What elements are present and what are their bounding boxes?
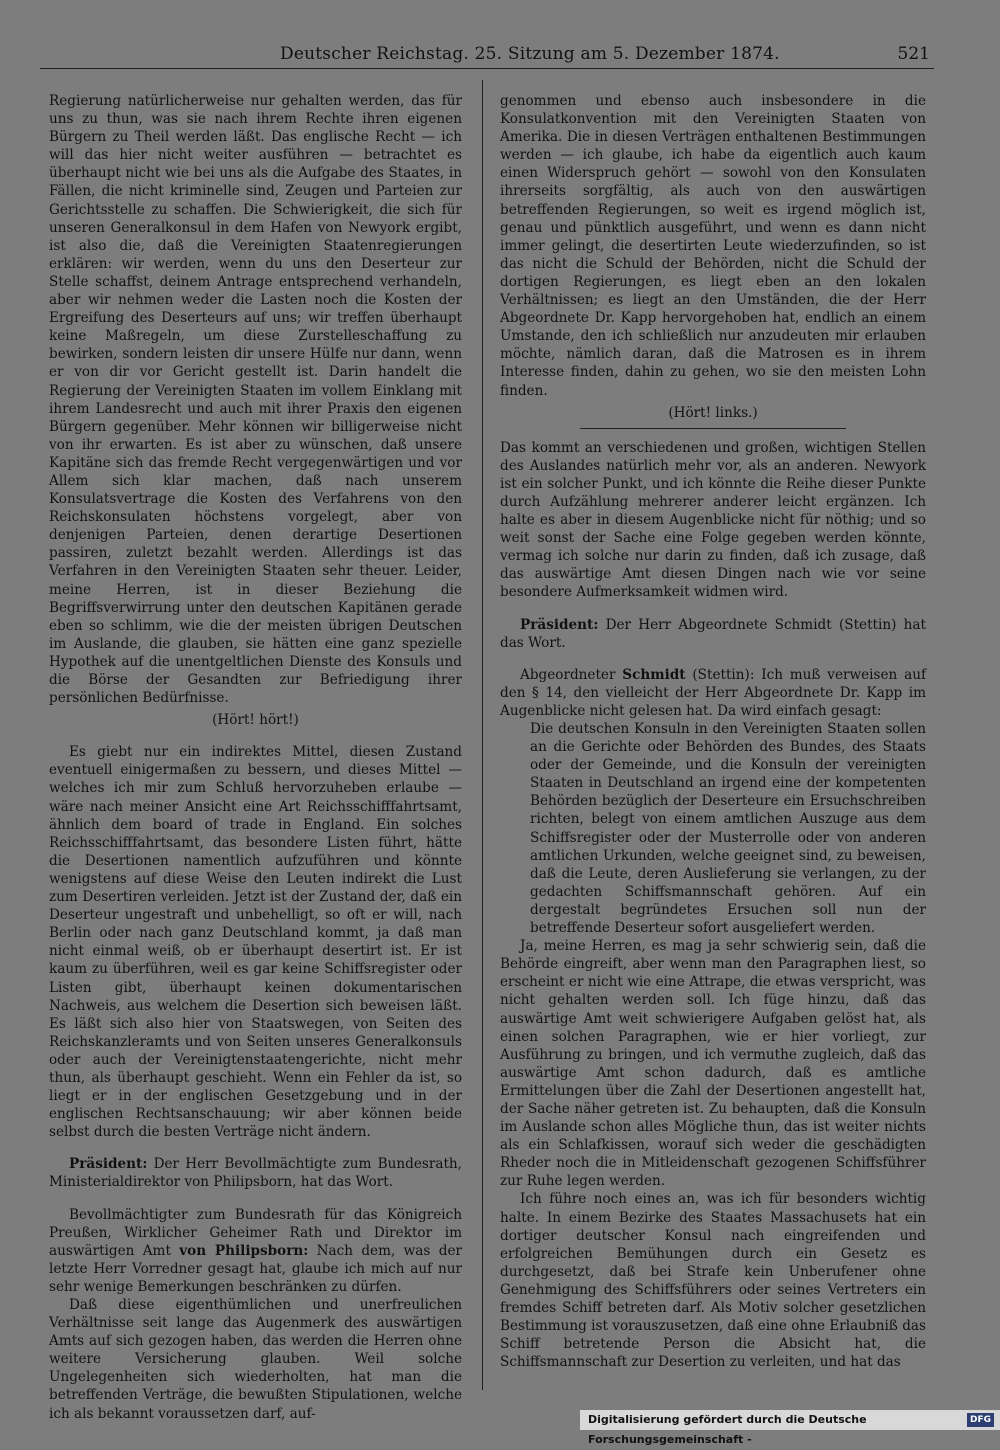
funding-footer bbox=[580, 1410, 1000, 1446]
paragraph: Daß diese eigenthümlichen und unerfreulichen Verhältnisse seit lange das Augenmerk des auswärtigen Amts auf sich gezogen haben, das werden die Herren ohne weitere Versicherung glauben. Weil solche Ungelegenheiten sich wiederholten, hat man die betreffenden Verträge, die bewußten Stipulationen, welche ich als bekannt voraussetzen darf, auf- bbox=[49, 1297, 462, 1422]
paragraph: Regierung natürlicherweise nur gehalten werden, das für uns zu thun, was sie nach ihrem Rechte ihren eigenen Bürgern zu Theil werden läßt. Das englische Recht — ich will das hier nicht weiter ausführen — betrachtet es überhaupt nicht wie bei uns als die Aufgabe des Staates, in Fällen, die nicht kriminelle sind, Zeugen und Parteien zur Gerichtsstelle zu schaffen. Die Schwierigkeit, die sich für unseren Generalkonsul in dem Hafen von Newyork ergibt, ist also die, daß die Vereinigten Staatenregierungen erklären: wir werden, wenn du uns den Deserteur zur Stelle schaffst, deinem Antrage entsprechend verhandeln, aber wir nehmen weder die Lasten noch die Kosten der Ergreifung des Deserteurs auf uns; wir treffen überhaupt keine Maßregeln, um diese Zurstelleschaffung zu bewirken, sondern leisten dir unsere Hülfe nur dann, wenn er von dir vor Gericht gestellt ist. Darin handelt die Regierung der Vereinigten Staaten im vollem Einklang mit ihrem Landesrecht und auch mit ihrer Praxis den eigenen Bürgern gegenüber. Mehr können wir billigerweise nicht von ihr erwarten. Es ist aber zu wünschen, daß unsere Kapitäne sich das fremde Recht vergegenwärtigen und vor Allem sich klar machen, daß nach unserem Konsulatsvertrage die Kosten des Verfahrens von den Reichskonsulaten höchstens vorgelegt, aber von denjenigen Parteien, denen derartige Desertionen passiren, zuletzt bezahlt werden. Allerdings ist das Verfahren in den Vereinigten Staaten sehr theuer. Leider, meine Herren, ist in dieser Beziehung die Begriffsverwirrung unter den deutschen Kapitänen gerade eben so schlimm, wie die der meisten übrigen Deutschen im Auslande, die glauben, sie hätten eine ganz spezielle Hypothek auf die unentgeltlichen Dienste des Konsuls und die Börse der Gesandten zur Befriedigung ihrer persönlichen Bedürfnisse. bbox=[49, 93, 462, 707]
interjection: (Hört! hört!) bbox=[212, 712, 299, 729]
paragraph: Ich führe noch eines an, was ich für besonders wichtig halte. In einem Bezirke des Staates Massachusets hat ein dortiger deutscher Konsul nach eingreifenden und erfolgreichen Bemühungen durch ein Gesetz es durchgesetzt, daß bei Strafe kein Unberufener ohne Genehmigung des Schiffsführers oder seines Vertreters ein fremdes Schiff betreten darf. Als Motiv solcher gesetzlichen Bestimmung ist vorauszusetzen, daß eine ohne Erlaubniß das Schiff betretende Person die Absicht hat, die Schiffsmannschaft zur Desertion zu verleiten, und hat das bbox=[500, 1191, 926, 1371]
speaker-intro: Bevollmächtigter zum Bundesrath für das Königreich Preußen, Wirklicher Geheimer Rath und Direktor im auswärtigen Amt bbox=[49, 1206, 462, 1259]
paragraph: Ja, meine Herren, es mag ja sehr schwierig sein, daß die Behörde eingreift, aber wenn man den Paragraphen liest, so erscheint er nicht wie eine Attrape, die etwas verspricht, was nicht gehalten werden soll. Ich füge hinzu, daß das auswärtige Amt weit schwierigere Aufgaben gelöst hat, als einen solchen Paragraphen, wie er hier vorliegt, zur Ausführung zu bringen, und ich vermuthe zugleich, daß das auswärtige Amt schon dadurch, daß es amtliche Ermittelungen über die Zahl der Desertionen angestellt hat, der Sache näher getreten ist. Zu behaupten, daß die Konsuln im Auslande schon alles Mögliche thun, das ist weiter nichts als ein Schlafkissen, worauf sich weder die geschädigten Rheder noch die in Mitleidenschaft gezogenen Schiffsführer zur Ruhe legen werden. bbox=[500, 938, 926, 1190]
statement-text: Der Herr Abgeordnete Schmidt (Stettin) hat das Wort. bbox=[500, 616, 926, 651]
paragraph: genommen und ebenso auch insbesondere in die Konsulatkonvention mit den Vereinigten Staaten von Amerika. Die in diesen Verträgen enthaltenen Bestimmungen werden — ich glaube, ich habe da eigentlich auch kaum einen Widerspruch gehört — sowohl von den Konsulaten ihrerseits sorgfältig, als auch von den auswärtigen betreffenden Regierungen, so weit es irgend möglich ist, genau und pünktlich ausgeführt, und wenn es dann nicht immer gelingt, die desertirten Leute wiederzufinden, so ist das nicht die Schuld der Behörden, nicht die Schuld der dortigen Regierungen, es liegt eben an den lokalen Verhältnissen; es liegt an den Umständen, die der Herr Abgeordnete Dr. Kapp hervorgehoben hat, endlich an einem Umstande, den ich schließlich nur anzudeuten mir erlauben möchte, nämlich daran, daß die Matrosen es in ihrem Interesse finden, dahin zu gehen, wo sie den meisten Lohn finden. bbox=[500, 93, 926, 399]
president-statement bbox=[500, 616, 926, 652]
section-rule bbox=[580, 428, 846, 429]
quoted-paragraph: Die deutschen Konsuln in den Vereinigten Staaten sollen an die Gerichte oder Behörden des Bundes, des Staats oder der Gemeinde, und die Konsuln der vereinigten Staaten in Deutschland an irgend eine der kompetenten Behörden bezüglich der Deserteure ein Ersuchschreiben richten, belegt von einem amtlichen Auszuge aus dem Schiffsregister oder der Musterrolle oder von anderen amtlichen Urkunden, welche geeignet sind, zu beweisen, daß die Leute, deren Auslieferung sie verlangen, zu der gedachten Schiffsmannschaft gehören. Auf ein dergestalt begründetes Ersuchen soll nun der betreffende Deserteur sofort ausgeliefert werden. bbox=[530, 721, 926, 937]
running-title: Deutscher Reichstag. 25. Sitzung am 5. Dezember 1874. bbox=[280, 44, 780, 64]
dfg-logo: DFG bbox=[967, 1413, 994, 1427]
page-number: 521 bbox=[897, 44, 930, 64]
column-divider bbox=[482, 80, 483, 1390]
left-column bbox=[49, 92, 462, 1423]
speaker-paragraph bbox=[500, 666, 926, 720]
paragraph: Es giebt nur ein indirektes Mittel, diesen Zustand eventuell einigermaßen zu bessern, und dieses Mittel — welches ich mir zum Schluß hervorzuheben erlaube — wäre nach meiner Ansicht eine Art Reichsschifffahrtsamt, ähnlich dem board of trade in England. Ein solches Reichsschifffahrtsamt, das besondere Listen führt, hätte die Desertionen namentlich aufzuführen und könnte wenigstens auf diese Weise den Leuten indirekt die Lust zum Desertiren verleiden. Jetzt ist der Zustand der, daß ein Deserteur ungestraft und unbehelligt, so oft er will, nach Berlin oder nach ganz Deutschland kommt, ja daß man nicht einmal weiß, ob er überhaupt desertirt ist. Er ist kaum zu überführen, weil es gar keine Schiffsregister oder Listen gibt, überhaupt keinen dokumentarischen Nachweis, aus welchem die Desertion sich beweisen läßt. Es läßt sich also hier von Staatswegen, von Seiten des Reichskanzleramts und von Seiten unseres Generalkonsuls oder auch der Vereinigtenstaatengerichte, nicht mehr thun, als überhaupt geschieht. Wenn ein Fehler da ist, so liegt er in der englischen Gesetzgebung und in der englischen Rechtsanschauung; wir aber können beide selbst durch die besten Verträge nicht ändern. bbox=[49, 744, 462, 1141]
speaker-label: Präsident: bbox=[69, 1156, 148, 1173]
page-header bbox=[40, 42, 934, 69]
president-statement bbox=[49, 1155, 462, 1191]
right-column bbox=[500, 92, 926, 1371]
speaker-name: von Philipsborn: bbox=[179, 1242, 309, 1259]
speaker-label: Präsident: bbox=[520, 616, 599, 633]
speaker-name: Schmidt bbox=[622, 666, 686, 683]
statement-text: Der Herr Bevollmächtigte zum Bundesrath, Ministerialdirektor von Philipsborn, hat das Wort. bbox=[49, 1156, 462, 1191]
speaker-intro: Abgeordneter bbox=[520, 666, 623, 683]
statement-text: (Stettin): Ich muß verweisen auf den § 14, den vielleicht der Herr Abgeordnete Dr. Kapp im Augenblicke nicht gelesen hat. Da wird einfach gesagt: bbox=[500, 666, 926, 719]
interjection: (Hört! links.) bbox=[668, 404, 758, 421]
statement-text: Nach dem, was der letzte Herr Vorredner gesagt hat, glaube ich mich auf nur sehr wenige Bemerkungen beschränken zu dürfen. bbox=[49, 1242, 462, 1295]
speaker-paragraph bbox=[49, 1206, 462, 1296]
footer-text: Digitalisierung gefördert durch die Deutsche Forschungsgemeinschaft - bbox=[588, 1413, 867, 1446]
paragraph: Das kommt an verschiedenen und großen, wichtigen Stellen des Auslandes natürlich mehr vor, als an anderen. Newyork ist ein solcher Punkt, und ich könnte die Reihe dieser Punkte durch Aufzählung mehrerer anderer leicht ergänzen. Ich halte es aber in diesem Augenblicke nicht für nöthig; und so weit sonst der Sache eine Folge gegeben werden könnte, vermag ich solche nur darin zu finden, daß ich zusage, daß das auswärtige Amt diesen Dingen nach wie vor seine besondere Aufmerksamkeit widmen wird. bbox=[500, 439, 926, 601]
